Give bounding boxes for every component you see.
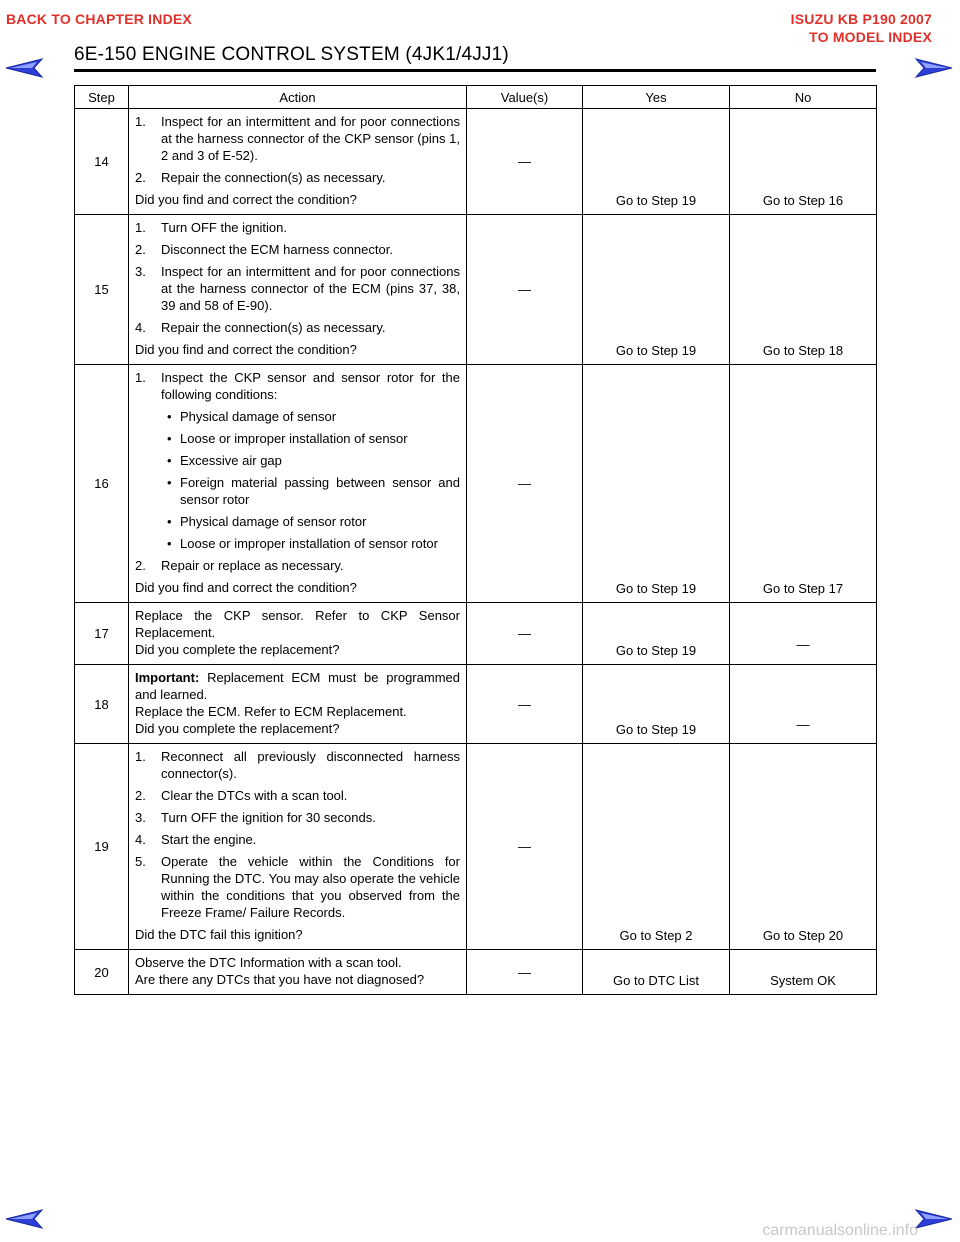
action-item: Inspect for an intermittent and for poor connections at the harness connector of the CKP sensor (pins 1, 2 and 3 of E-52). (161, 114, 460, 163)
action-cell (129, 950, 467, 995)
no-cell: Go to Step 20 (730, 744, 877, 950)
step-number: 20 (75, 950, 129, 995)
header-step: Step (75, 86, 129, 109)
header-no: No (730, 86, 877, 109)
step-number: 19 (75, 744, 129, 950)
action-question: Did you find and correct the condition? (135, 192, 357, 207)
bullet-icon: • (167, 453, 172, 468)
yes-cell: Go to Step 19 (583, 603, 730, 665)
item-number: 1. (135, 749, 146, 764)
bullet-icon: • (167, 536, 172, 551)
action-item: Clear the DTCs with a scan tool. (161, 788, 348, 803)
action-item: Operate the vehicle within the Conditions for Running the DTC. You may also operate the vehicle within the conditions that you observed from the Freeze Frame/ Failure Records. (161, 854, 460, 920)
value-cell: — (467, 950, 583, 995)
yes-cell: Go to DTC List (583, 950, 730, 995)
page-title: 6E-150 ENGINE CONTROL SYSTEM (4JK1/4JJ1) (74, 44, 509, 65)
item-number: 2. (135, 788, 146, 803)
condition-item: Loose or improper installation of sensor rotor (180, 536, 438, 551)
important-label: Important: (135, 670, 200, 685)
prev-page-arrow-icon[interactable] (4, 1208, 44, 1230)
table-row (75, 365, 877, 603)
value-cell: — (467, 744, 583, 950)
action-item: Turn OFF the ignition. (161, 220, 287, 235)
action-item: Inspect the CKP sensor and sensor rotor for the following conditions: (161, 370, 460, 402)
condition-item: Excessive air gap (180, 453, 282, 468)
bullet-icon: • (167, 514, 172, 529)
action-text: Replace the ECM. Refer to ECM Replacement. (135, 704, 407, 719)
important-text: Replacement ECM must be programmed and learned. (135, 670, 460, 702)
action-item: Repair the connection(s) as necessary. (161, 170, 386, 185)
table-row (75, 109, 877, 215)
condition-item: Physical damage of sensor rotor (180, 514, 367, 529)
bullet-icon: • (167, 431, 172, 446)
action-question: Are there any DTCs that you have not diagnosed? (135, 972, 425, 987)
action-text: Replace the CKP sensor. Refer to CKP Sensor Replacement. (135, 608, 460, 640)
value-cell: — (467, 215, 583, 365)
item-number: 1. (135, 370, 146, 385)
bullet-icon: • (167, 475, 172, 490)
table-row (75, 603, 877, 665)
no-cell: Go to Step 17 (730, 365, 877, 603)
condition-item: Physical damage of sensor (180, 409, 337, 424)
table-row (75, 950, 877, 995)
action-question: Did you complete the replacement? (135, 721, 340, 736)
action-item: Start the engine. (161, 832, 257, 847)
action-item: Inspect for an intermittent and for poor connections at the harness connector of the ECM (pins 37, 38, 39 and 58 of E-90). (161, 264, 460, 313)
action-cell (129, 109, 467, 215)
yes-cell: Go to Step 19 (583, 365, 730, 603)
diagnostic-table (74, 85, 877, 995)
no-cell: Go to Step 18 (730, 215, 877, 365)
item-number: 3. (135, 264, 146, 279)
value-cell: — (467, 109, 583, 215)
yes-cell: Go to Step 19 (583, 109, 730, 215)
yes-cell: Go to Step 19 (583, 215, 730, 365)
action-question: Did the DTC fail this ignition? (135, 927, 303, 942)
item-number: 4. (135, 320, 146, 335)
to-model-index-link[interactable]: TO MODEL INDEX (809, 29, 932, 45)
step-number: 15 (75, 215, 129, 365)
watermark: carmanualsonline.info (762, 1222, 918, 1239)
action-cell (129, 365, 467, 603)
action-question: Did you find and correct the condition? (135, 580, 357, 595)
item-number: 2. (135, 558, 146, 573)
action-cell (129, 744, 467, 950)
header-yes: Yes (583, 86, 730, 109)
action-question: Did you complete the replacement? (135, 642, 340, 657)
no-cell: Go to Step 16 (730, 109, 877, 215)
value-cell: — (467, 665, 583, 744)
action-cell (129, 603, 467, 665)
condition-item: Foreign material passing between sensor and sensor rotor (180, 475, 460, 507)
item-number: 3. (135, 810, 146, 825)
next-page-arrow-icon[interactable] (914, 57, 954, 79)
table-row (75, 744, 877, 950)
action-item: Reconnect all previously disconnected harness connector(s). (161, 749, 460, 781)
action-text: Observe the DTC Information with a scan tool. (135, 955, 402, 970)
prev-page-arrow-icon[interactable] (4, 57, 44, 79)
no-cell: — (730, 665, 877, 744)
yes-cell: Go to Step 2 (583, 744, 730, 950)
action-item: Repair the connection(s) as necessary. (161, 320, 386, 335)
important-note (135, 669, 460, 703)
title-rule (74, 69, 876, 72)
item-number: 4. (135, 832, 146, 847)
action-question: Did you find and correct the condition? (135, 342, 357, 357)
condition-item: Loose or improper installation of sensor (180, 431, 408, 446)
item-number: 1. (135, 220, 146, 235)
next-page-arrow-icon[interactable] (914, 1208, 954, 1230)
step-number: 17 (75, 603, 129, 665)
table-header-row (75, 86, 877, 109)
table-row (75, 665, 877, 744)
header-values: Value(s) (467, 86, 583, 109)
yes-cell: Go to Step 19 (583, 665, 730, 744)
item-number: 2. (135, 242, 146, 257)
item-number: 1. (135, 114, 146, 129)
action-item: Disconnect the ECM harness connector. (161, 242, 393, 257)
no-cell: — (730, 603, 877, 665)
action-cell (129, 665, 467, 744)
value-cell: — (467, 365, 583, 603)
action-item: Repair or replace as necessary. (161, 558, 344, 573)
bullet-icon: • (167, 409, 172, 424)
header-action: Action (129, 86, 467, 109)
step-number: 18 (75, 665, 129, 744)
action-item: Turn OFF the ignition for 30 seconds. (161, 810, 376, 825)
back-to-chapter-index-link[interactable]: BACK TO CHAPTER INDEX (6, 11, 192, 27)
item-number: 2. (135, 170, 146, 185)
step-number: 16 (75, 365, 129, 603)
action-cell (129, 215, 467, 365)
no-cell: System OK (730, 950, 877, 995)
model-title: ISUZU KB P190 2007 (790, 11, 932, 27)
item-number: 5. (135, 854, 146, 869)
table-row (75, 215, 877, 365)
value-cell: — (467, 603, 583, 665)
step-number: 14 (75, 109, 129, 215)
